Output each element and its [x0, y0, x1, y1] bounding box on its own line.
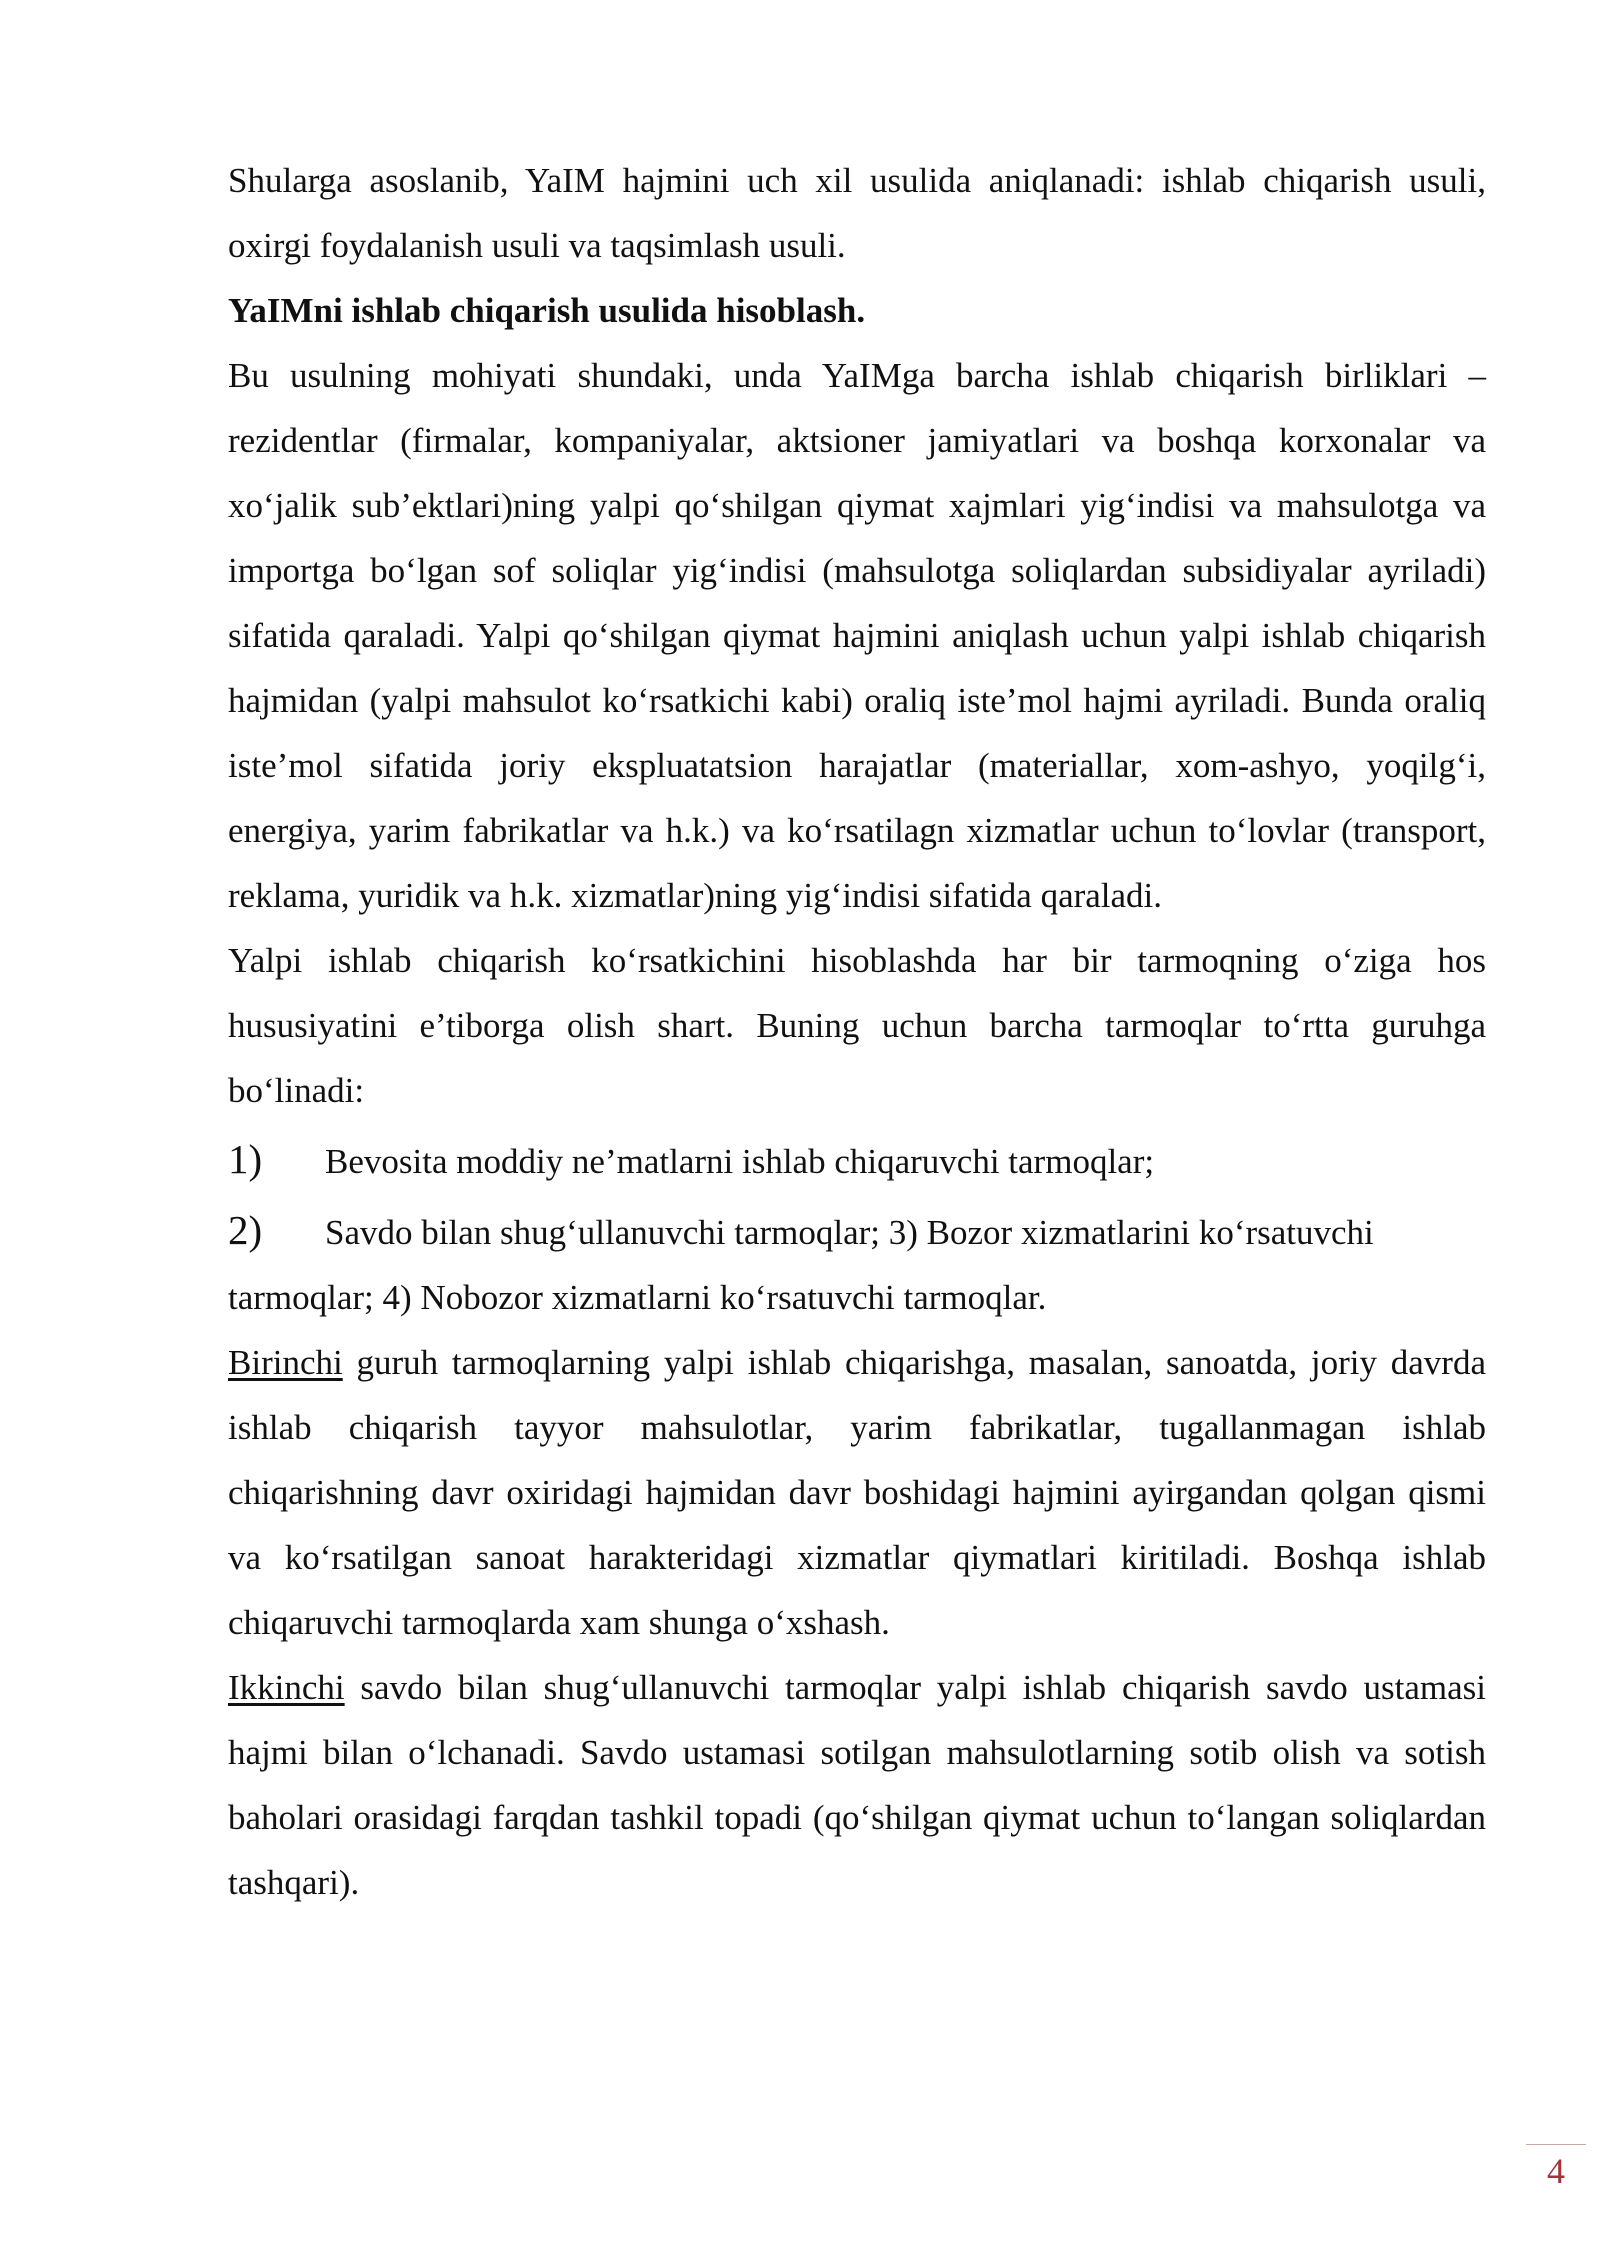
list-item-number: 1)	[228, 1136, 263, 1182]
list-item-text: Bevosita moddiy ne’matlarni ishlab chiqaruvchi tarmoqlar;	[325, 1142, 1155, 1181]
group2-lead-word: Ikkinchi	[228, 1668, 345, 1707]
group1-text: guruh tarmoqlarning yalpi ishlab chiqarishga, masalan, sanoatda, joriy davrda ishlab chiqarish tayyor mahsulotlar, yarim fabrikatlar, tugallanmagan ishlab chiqarishning davr oxiridagi hajmidan davr boshidagi hajmini ayirgandan qolgan qismi va ko‘rsatilgan sanoat harakteridagi xizmatlar qiymatlari kiritiladi. Boshqa ishlab chiqaruvchi tarmoqlarda xam shunga o‘xshash.	[228, 1343, 1486, 1642]
groups-intro-paragraph: Yalpi ishlab chiqarish ko‘rsatkichini hisoblashda har bir tarmoqning o‘ziga hos hususiyatini e’tiborga olish shart. Buning uchun barcha tarmoqlar to‘rtta guruhga bo‘linadi:	[228, 941, 1486, 1110]
group2-text: savdo bilan shug‘ullanuvchi tarmoqlar yalpi ishlab chiqarish savdo ustamasi hajmi bilan o‘lchanadi. Savdo ustamasi sotilgan mahsulotlarning sotib olish va sotish baholari orasidagi farqdan tashkil topadi (qo‘shilgan qiymat uchun to‘langan soliqlardan tashqari).	[228, 1668, 1486, 1902]
intro-paragraph: Shularga asoslanib, YaIM hajmini uch xil usulida aniqlanadi: ishlab chiqarish usuli, oxirgi foydalanish usuli va taqsimlash usuli.	[228, 161, 1486, 265]
list-item-number: 2)	[228, 1207, 263, 1253]
page-number: 4	[1547, 2151, 1565, 2191]
group1-lead-word: Birinchi	[228, 1343, 343, 1382]
list-item	[228, 1198, 1486, 1265]
page-number-rule	[1526, 2144, 1586, 2145]
group1-paragraph	[228, 1330, 1486, 1655]
method-paragraph: Bu usulning mohiyati shundaki, unda YaIMga barcha ishlab chiqarish birliklari – rezidentlar (firmalar, kompaniyalar, aktsioner jamiyatlari va boshqa korxonalar va xo‘jalik sub’ektlari)ning yalpi qo‘shilgan qiymat xajmlari yig‘indisi va mahsulotga va importga bo‘lgan sof soliqlar yig‘indisi (mahsulotga soliqlardan subsidiyalar ayriladi) sifatida qaraladi. Yalpi qo‘shilgan qiymat hajmini aniqlash uchun yalpi ishlab chiqarish hajmidan (yalpi mahsulot ko‘rsatkichi kabi) oraliq iste’mol hajmi ayriladi. Bunda oraliq iste’mol sifatida joriy ekspluatatsion harajatlar (materiallar, xom-ashyo, yoqilg‘i, energiya, yarim fabrikatlar va h.k.) va ko‘rsatilagn xizmatlar uchun to‘lovlar (transport, reklama, yuridik va h.k. xizmatlar)ning yig‘indisi sifatida qaraladi.	[228, 356, 1486, 915]
document-body	[228, 148, 1486, 1915]
list-item	[228, 1127, 1486, 1194]
list-continuation: tarmoqlar; 4) Nobozor xizmatlarni ko‘rsatuvchi tarmoqlar.	[228, 1278, 1047, 1317]
section-heading: YaIMni ishlab chiqarish usulida hisoblash.	[228, 291, 866, 330]
group2-paragraph	[228, 1655, 1486, 1915]
list-item-text: Savdo bilan shug‘ullanuvchi tarmoqlar; 3) Bozor xizmatlarini ko‘rsatuvchi	[325, 1213, 1374, 1252]
